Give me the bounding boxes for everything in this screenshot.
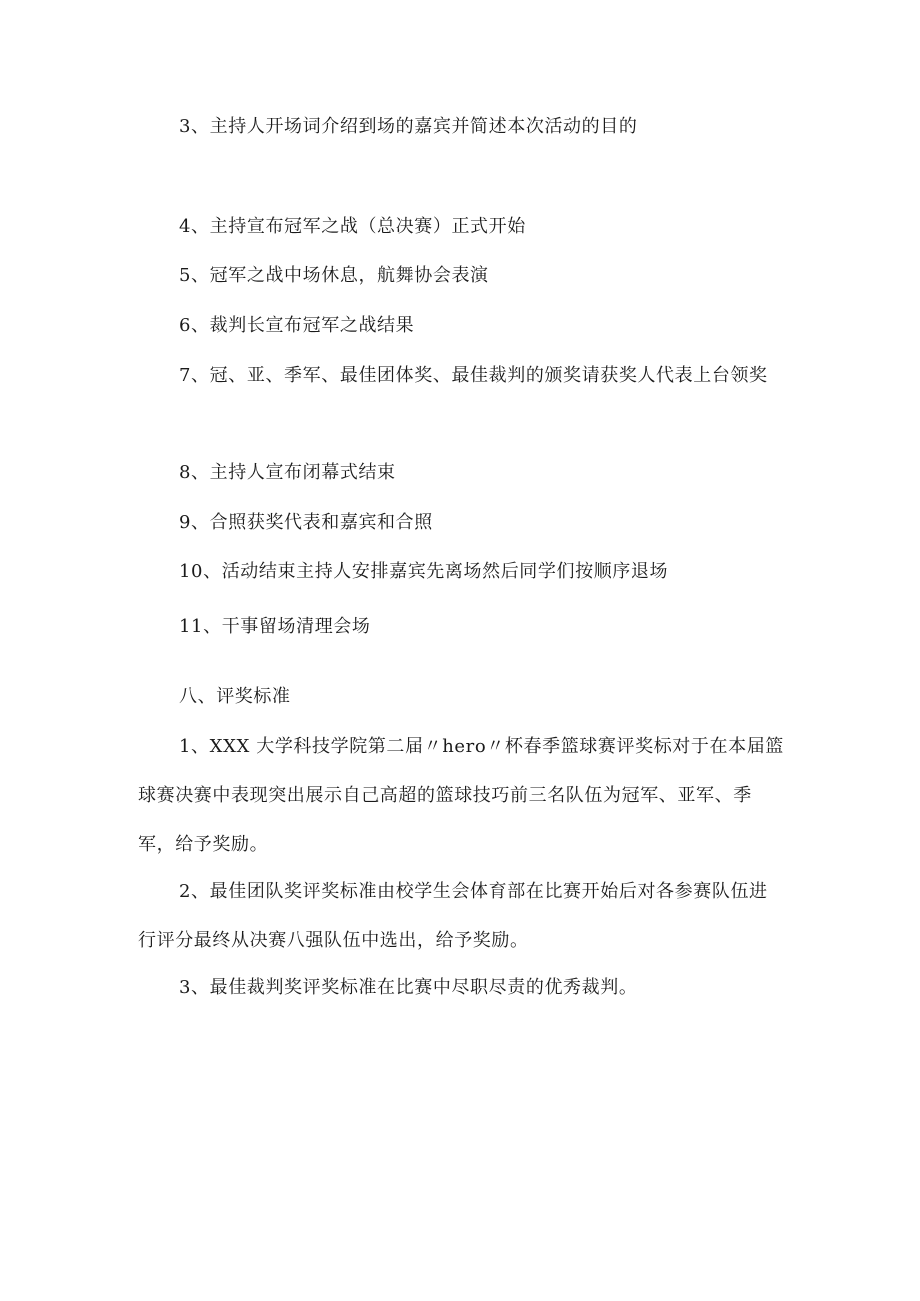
step-3-paragraph: 3、主持人开场词介绍到场的嘉宾并简述本次活动的目的: [179, 116, 638, 137]
section-heading: 八、评奖标准: [179, 686, 291, 707]
step-4-paragraph: 4、主持宣布冠军之战（总决赛）正式开始: [179, 216, 526, 237]
step-6-paragraph: 6、裁判长宣布冠军之战结果: [179, 315, 415, 336]
step-5-paragraph: 5、冠军之战中场休息，航舞协会表演: [179, 265, 489, 286]
criteria-1-paragraph: 1、XXX 大学科技学院第二届〃hero〃杯春季篮球赛评奖标对于在本届篮球赛决赛中表现突出展示自己高超的篮球技巧前三名队伍为冠军、亚军、季军，给予奖励。: [138, 736, 784, 855]
step-10-paragraph: 10、活动结束主持人安排嘉宾先离场然后同学们按顺序退场: [179, 561, 669, 582]
step-9-paragraph: 9、合照获奖代表和嘉宾和合照: [179, 512, 433, 533]
step-8-paragraph: 8、主持人宣布闭幕式结束: [179, 462, 396, 483]
criteria-3-paragraph: 3、最佳裁判奖评奖标准在比赛中尽职尽责的优秀裁判。: [179, 977, 638, 998]
step-11-paragraph: 11、干事留场清理会场: [179, 616, 371, 637]
criteria-2-paragraph: 2、最佳团队奖评奖标准由校学生会体育部在比赛开始后对各参赛队伍进行评分最终从决赛八强队伍中选出，给予奖励。: [138, 881, 768, 951]
step-7-paragraph: 7、冠、亚、季军、最佳团体奖、最佳裁判的颁奖请获奖人代表上台领奖: [179, 365, 768, 386]
